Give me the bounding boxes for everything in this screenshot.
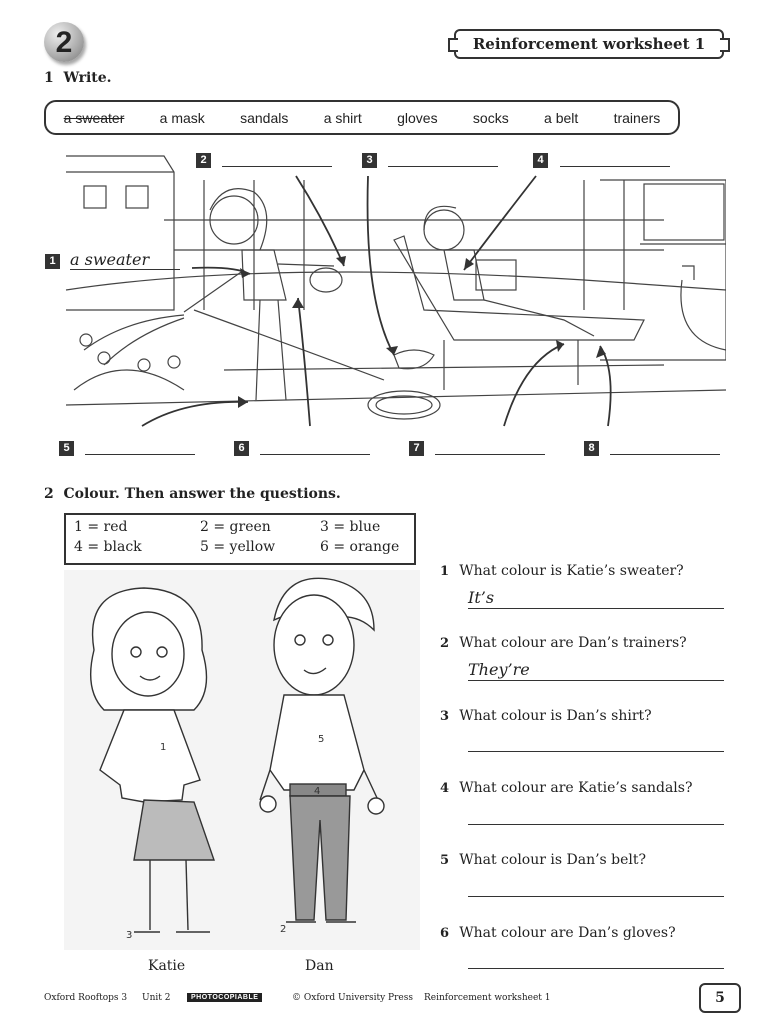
footer-unit: Unit 2	[142, 993, 171, 1003]
characters-illustration	[64, 570, 420, 950]
word-bank-item: gloves	[397, 109, 438, 126]
answer-line-5[interactable]	[85, 454, 195, 455]
key-item: 5 = yellow	[200, 539, 276, 555]
answer-field-6[interactable]	[468, 950, 724, 969]
garden-illustration	[64, 140, 726, 432]
word-bank-item: trainers	[613, 109, 661, 126]
word-bank-item: a belt	[544, 109, 579, 126]
label-number: 1	[45, 254, 60, 269]
answer-line-4[interactable]	[560, 166, 670, 167]
key-item: 3 = blue	[320, 519, 381, 535]
label-answer-1: a sweater	[70, 250, 180, 270]
question-2: 2 What colour are Dan’s trainers?	[440, 635, 687, 651]
answer-line-8[interactable]	[610, 454, 720, 455]
question-4: 4 What colour are Katie’s sandals?	[440, 780, 693, 796]
key-item: 2 = green	[200, 519, 271, 535]
answer-line-7[interactable]	[435, 454, 545, 455]
question-6: 6 What colour are Dan’s gloves?	[440, 925, 676, 941]
figure-number: 4	[314, 786, 321, 797]
word-bank-item: a mask	[159, 109, 205, 126]
label-number: 8	[584, 441, 599, 456]
key-item: 4 = black	[74, 539, 142, 555]
answer-line-3[interactable]	[388, 166, 498, 167]
label-number: 3	[362, 153, 377, 168]
answer-line-2[interactable]	[222, 166, 332, 167]
unit-badge: 2	[44, 22, 84, 62]
question-5: 5 What colour is Dan’s belt?	[440, 852, 647, 868]
word-bank-item: a shirt	[323, 109, 362, 126]
figure-number: 1	[160, 742, 167, 753]
exercise-2-heading: 2 Colour. Then answer the questions.	[44, 486, 341, 502]
answer-field-2[interactable]: They’re	[468, 660, 724, 681]
key-item: 1 = red	[74, 519, 128, 535]
label-number: 7	[409, 441, 424, 456]
worksheet-title: Reinforcement worksheet 1	[454, 29, 724, 59]
word-bank	[44, 100, 680, 135]
answer-line-6[interactable]	[260, 454, 370, 455]
footer-worksheet: Reinforcement worksheet 1	[424, 993, 551, 1003]
answer-field-3[interactable]	[468, 733, 724, 752]
label-number: 6	[234, 441, 249, 456]
character-name-katie: Katie	[148, 958, 186, 974]
answer-field-5[interactable]	[468, 878, 724, 897]
label-number: 5	[59, 441, 74, 456]
answer-field-4[interactable]	[468, 806, 724, 825]
word-bank-item: socks	[472, 109, 509, 126]
exercise-1-heading: 1 Write.	[44, 70, 112, 86]
footer-book: Oxford Rooftops 3	[44, 993, 128, 1003]
colour-key	[64, 513, 416, 565]
figure-number: 2	[280, 924, 287, 935]
question-3: 3 What colour is Dan’s shirt?	[440, 708, 652, 724]
character-name-dan: Dan	[305, 958, 334, 974]
footer-copyright: © Oxford University Press	[292, 993, 413, 1003]
figure-number: 3	[126, 930, 133, 941]
figure-number: 5	[318, 734, 325, 745]
answer-field-1[interactable]: It’s	[468, 588, 724, 609]
page-number: 5	[699, 983, 741, 1013]
key-item: 6 = orange	[320, 539, 400, 555]
label-number: 4	[533, 153, 548, 168]
question-1: 1 What colour is Katie’s sweater?	[440, 563, 684, 579]
word-bank-item: sandals	[240, 109, 289, 126]
word-bank-item: a sweater	[63, 109, 125, 126]
footer-photocopiable: PHOTOCOPIABLE	[187, 992, 262, 1002]
label-number: 2	[196, 153, 211, 168]
